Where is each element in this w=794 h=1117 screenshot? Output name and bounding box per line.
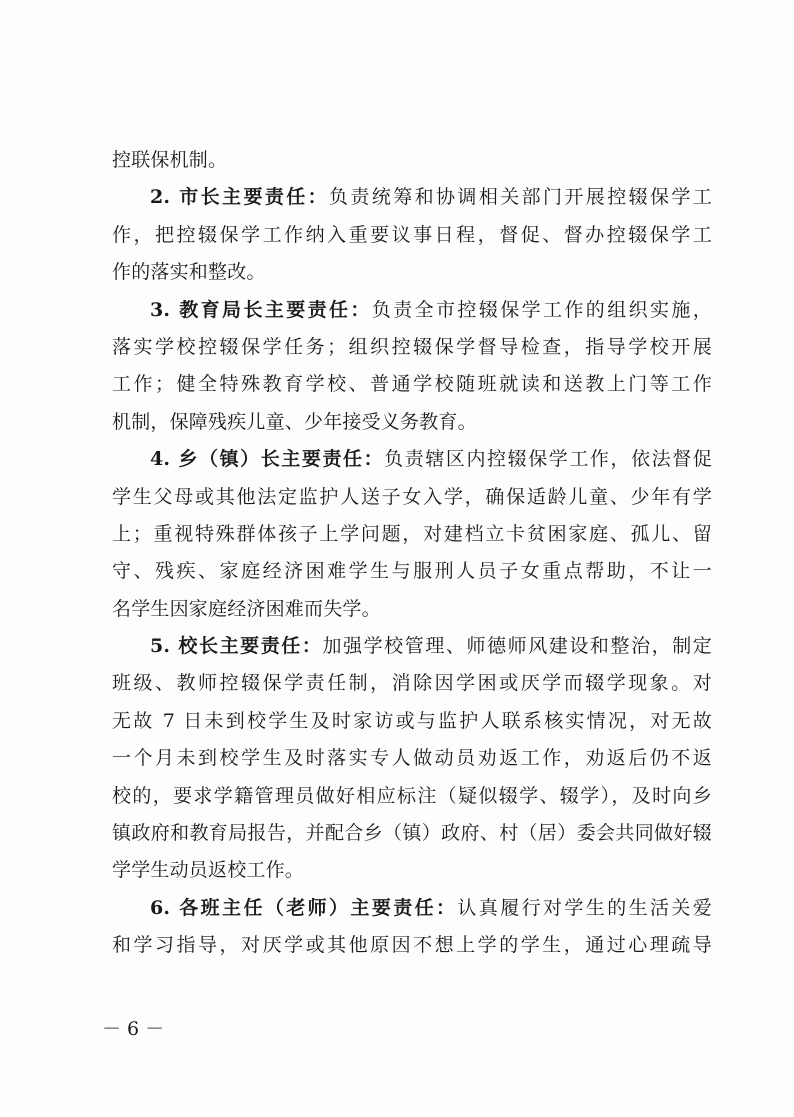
body-sentence: 工作；健全特殊教育学校、普通学校随班就读和送教上门等工作 <box>112 373 712 396</box>
body-sentence: 学学生动员返校工作。 <box>112 859 305 882</box>
text-line <box>112 441 712 478</box>
text-line <box>112 142 712 179</box>
body-sentence: 上；重视特殊群体孩子上学问题，对建档立卡贫困家庭、孤儿、留 <box>112 522 712 545</box>
text-line <box>112 217 712 254</box>
text-line <box>112 479 712 516</box>
body-sentence: 负责全市控辍保学工作的组织实施， <box>371 298 712 321</box>
body-sentence: 和学习指导，对厌学或其他原因不想上学的学生，通过心理疏导 <box>112 934 712 957</box>
section-heading: 6. 各班主任（老师）主要责任： <box>150 896 458 919</box>
body-sentence: 作的落实和整改。 <box>112 261 266 284</box>
section-heading: 4. 乡（镇）长主要责任： <box>150 448 385 471</box>
body-sentence: 校的，要求学籍管理员做好相应标注（疑似辍学、辍学），及时向乡 <box>112 784 712 807</box>
text-line <box>112 815 712 852</box>
text-line <box>112 366 712 403</box>
body-sentence: 作，把控辍保学工作纳入重要议事日程，督促、督办控辍保学工 <box>112 223 712 246</box>
text-line <box>112 292 712 329</box>
text-line <box>112 254 712 291</box>
text-line <box>112 740 712 777</box>
body-sentence: 认真履行对学生的生活关爱 <box>457 896 712 919</box>
body-sentence: 加强学校管理、师德师风建设和整治，制定 <box>322 635 712 658</box>
text-line <box>112 852 712 889</box>
body-sentence: 名学生因家庭经济困难而失学。 <box>112 597 381 620</box>
body-sentence: 控联保机制。 <box>112 149 228 171</box>
body-sentence: 镇政府和教育局报告，并配合乡（镇）政府、村（居）委会共同做好辍 <box>112 822 712 845</box>
text-line <box>112 665 712 702</box>
text-line <box>112 591 712 628</box>
body-sentence: 负责辖区内控辍保学工作，依法督促 <box>384 448 712 471</box>
text-line <box>112 404 712 441</box>
text-line <box>112 179 712 216</box>
body-text <box>112 142 712 965</box>
text-line <box>112 628 712 665</box>
text-line <box>112 553 712 590</box>
page-number: － 6 － <box>102 1018 165 1040</box>
body-sentence: 守、残疾、家庭经济困难学生与服刑人员子女重点帮助，不让一 <box>112 560 712 583</box>
body-sentence: 班级、教师控辍保学责任制，消除因学困或厌学而辍学现象。对 <box>112 672 712 695</box>
text-line <box>112 927 712 964</box>
section-heading: 2. 市长主要责任： <box>150 186 330 209</box>
section-heading: 5. 校长主要责任： <box>150 635 323 658</box>
body-sentence: 学生父母或其他法定监护人送子女入学，确保适龄儿童、少年有学 <box>112 485 712 508</box>
body-sentence: 负责统筹和协调相关部门开展控辍保学工 <box>329 186 712 209</box>
body-sentence: 落实学校控辍保学任务；组织控辍保学督导检查，指导学校开展 <box>112 335 712 358</box>
text-line <box>112 890 712 927</box>
body-sentence: 无故 7 日未到校学生及时家访或与监护人联系核实情况，对无故 <box>112 709 712 732</box>
text-line <box>112 778 712 815</box>
text-line <box>112 516 712 553</box>
text-line <box>112 703 712 740</box>
section-heading: 3. 教育局长主要责任： <box>150 298 372 321</box>
body-sentence: 一个月未到校学生及时落实专人做动员劝返工作，劝返后仍不返 <box>112 747 712 770</box>
body-sentence: 机制，保障残疾儿童、少年接受义务教育。 <box>112 410 477 433</box>
text-line <box>112 329 712 366</box>
